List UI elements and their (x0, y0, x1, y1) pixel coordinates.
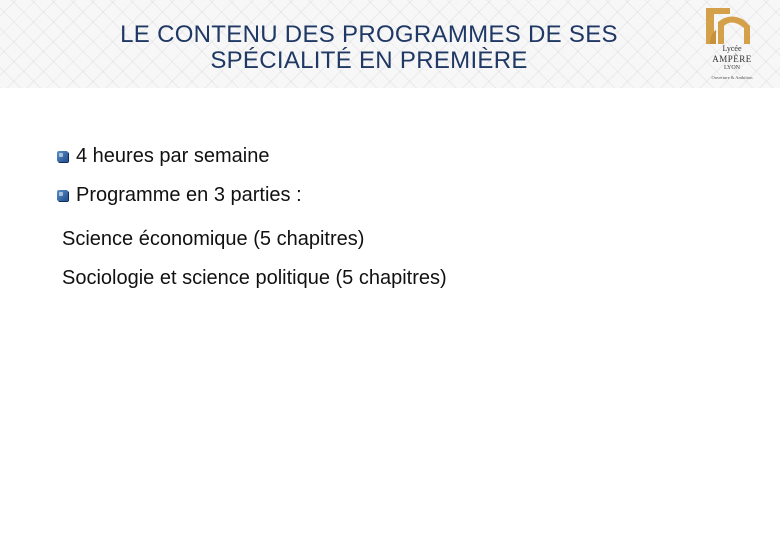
logo-ampere-label: AMPÈRE (712, 54, 752, 64)
page-title: LE CONTENU DES PROGRAMMES DE SES (120, 21, 618, 48)
checkbox-bullet-icon (57, 151, 68, 162)
bullet-program (57, 184, 302, 207)
page-subtitle: SPÉCIALITÉ EN PREMIÈRE (210, 47, 528, 74)
bullet-program-text: Programme en 3 parties : (76, 184, 302, 206)
checkbox-bullet-icon (57, 190, 68, 201)
program-part-economics: Science économique (5 chapitres) (62, 228, 365, 250)
logo-lycee-label: Lycée (722, 44, 742, 53)
logo-city-label: LYON (723, 65, 741, 71)
bullet-hours (57, 145, 269, 168)
logo-tagline: Ouverture & Ambition (711, 75, 753, 80)
bullet-hours-text: 4 heures par semaine (76, 145, 270, 167)
program-part-sociology: Sociologie et science politique (5 chapitres) (62, 267, 447, 289)
